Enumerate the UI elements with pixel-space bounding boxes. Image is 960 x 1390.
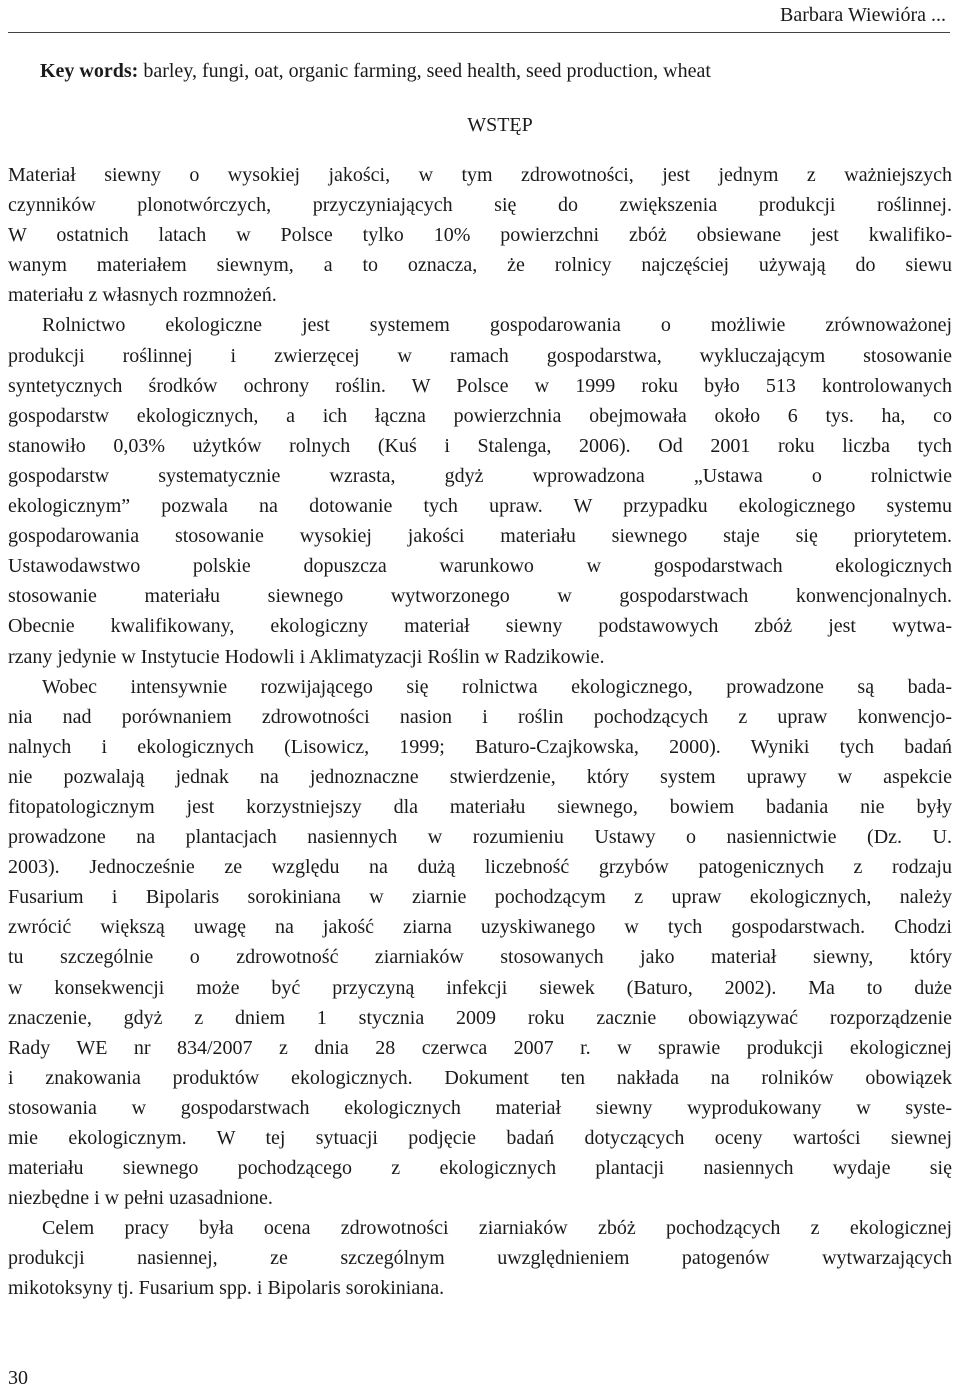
text-line: ekologicznym” pozwala na dotowanie tych upraw. W przypadku ekologicznego systemu <box>8 495 952 518</box>
text-line: stosowanie materiału siewnego wytworzonego w gospodarstwach konwencjonalnych. <box>8 585 952 608</box>
text-line: rzany jedynie w Instytucie Hodowli i Aklimatyzacji Roślin w Radzikowie. <box>8 645 605 668</box>
text-line: niezbędne i w pełni uzasadnione. <box>8 1187 273 1210</box>
paragraph-3 <box>8 672 952 1214</box>
text-line: stanowiło 0,03% użytków rolnych (Kuś i Stalenga, 2006). Od 2001 roku liczba tych <box>8 434 952 457</box>
text-line: czynników plonotwórczych, przyczyniających się do zwiększenia produkcji roślinnej. <box>8 194 952 217</box>
text-line: i znakowania produktów ekologicznych. Dokument ten nakłada na rolników obowiązek <box>8 1066 952 1089</box>
page-number: 30 <box>8 1367 28 1389</box>
text-line: gospodarstw systematycznie wzrasta, gdyż wprowadzona „Ustawa o rolnictwie <box>8 464 952 487</box>
text-line: nalnych i ekologicznych (Lisowicz, 1999; Baturo-Czajkowska, 2000). Wyniki tych badań <box>8 735 952 758</box>
keywords-text: barley, fungi, oat, organic farming, seed health, seed production, wheat <box>138 60 711 82</box>
text-line: zwrócić większą uwagę na jakość ziarna uzyskiwanego w tych gospodarstwach. Chodzi <box>8 916 952 939</box>
keywords-label: Key words: <box>40 60 139 82</box>
text-line: w konsekwencji może być przyczyną infekcji siewek (Baturo, 2002). Ma to duże <box>8 976 952 999</box>
text-line: syntetycznych środków ochrony roślin. W Polsce w 1999 roku było 513 kontrolowanych <box>8 374 952 397</box>
text-line: Rolnictwo ekologiczne jest systemem gospodarowania o możliwie zrównoważonej <box>42 314 952 337</box>
text-line: znaczenie, gdyż z dniem 1 stycznia 2009 roku zacznie obowiązywać rozporządzenie <box>8 1006 952 1029</box>
text-line: produkcji roślinnej i zwierzęcej w ramach gospodarstwa, wykluczającym stosowanie <box>8 344 952 367</box>
text-line: stosowania w gospodarstwach ekologicznych materiał siewny wyprodukowany w syste- <box>8 1096 952 1119</box>
text-line: W ostatnich latach w Polsce tylko 10% powierzchni zbóż obsiewane jest kwalifiko- <box>8 224 952 247</box>
text-line: prowadzone na plantacjach nasiennych w rozumieniu Ustawy o nasiennictwie (Dz. U. <box>8 826 952 849</box>
text-line: materiału z własnych rozmnożeń. <box>8 284 277 307</box>
text-line: produkcji nasiennej, ze szczególnym uwzględnieniem patogenów wytwarzających <box>8 1247 952 1270</box>
running-header: Barbara Wiewióra ... <box>780 4 946 26</box>
text-line: 2003). Jednocześnie ze względu na dużą liczebność grzybów patogenicznych z rodzaju <box>8 856 952 879</box>
body-text <box>8 160 952 1304</box>
section-title: WSTĘP <box>467 114 533 136</box>
text-line: Rady WE nr 834/2007 z dnia 28 czerwca 2007 r. w sprawie produkcji ekologicznej <box>8 1036 952 1059</box>
text-line: gospodarstw ekologicznych, a ich łączna powierzchnia obejmowała około 6 tys. ha, co <box>8 404 952 427</box>
text-line: Ustawodawstwo polskie dopuszcza warunkowo w gospodarstwach ekologicznych <box>8 555 952 578</box>
text-line: tu szczególnie o zdrowotność ziarniaków stosowanych jako materiał siewny, który <box>8 946 952 969</box>
paragraph-4 <box>8 1213 952 1303</box>
text-line: mikotoksyny tj. Fusarium spp. i Bipolaris sorokiniana. <box>8 1277 445 1300</box>
text-line: nie pozwalają jednak na jednoznaczne stwierdzenie, który system uprawy w aspekcie <box>8 765 952 788</box>
paragraph-2 <box>8 310 952 671</box>
text-line: Celem pracy była ocena zdrowotności ziarniaków zbóż pochodzących z ekologicznej <box>42 1217 952 1240</box>
text-line: nia nad porównaniem zdrowotności nasion i roślin pochodzących z upraw konwencjo- <box>8 705 952 728</box>
text-line: Obecnie kwalifikowany, ekologiczny materiał siewny podstawowych zbóż jest wytwa- <box>8 615 952 638</box>
text-line: Materiał siewny o wysokiej jakości, w tym zdrowotności, jest jednym z ważniejszych <box>8 164 952 186</box>
keywords <box>40 58 950 84</box>
text-line: wanym materiałem siewnym, a to oznacza, że rolnicy najczęściej używają do siewu <box>8 254 952 277</box>
text-line: Fusarium i Bipolaris sorokiniana w ziarnie pochodzącym z upraw ekologicznych, należy <box>8 886 952 909</box>
text-line: gospodarowania stosowanie wysokiej jakości materiału siewnego staje się priorytetem. <box>8 525 952 548</box>
header-rule <box>8 32 950 33</box>
text-line: fitopatologicznym jest korzystniejszy dla materiału siewnego, bowiem badania nie były <box>8 795 952 818</box>
paragraph-1 <box>8 160 952 310</box>
text-line: mie ekologicznym. W tej sytuacji podjęcie badań dotyczących oceny wartości siewnej <box>8 1127 952 1149</box>
text-line: materiału siewnego pochodzącego z ekologicznych plantacji nasiennych wydaje się <box>8 1157 952 1180</box>
text-line: Wobec intensywnie rozwijającego się rolnictwa ekologicznego, prowadzone są bada- <box>42 675 952 698</box>
